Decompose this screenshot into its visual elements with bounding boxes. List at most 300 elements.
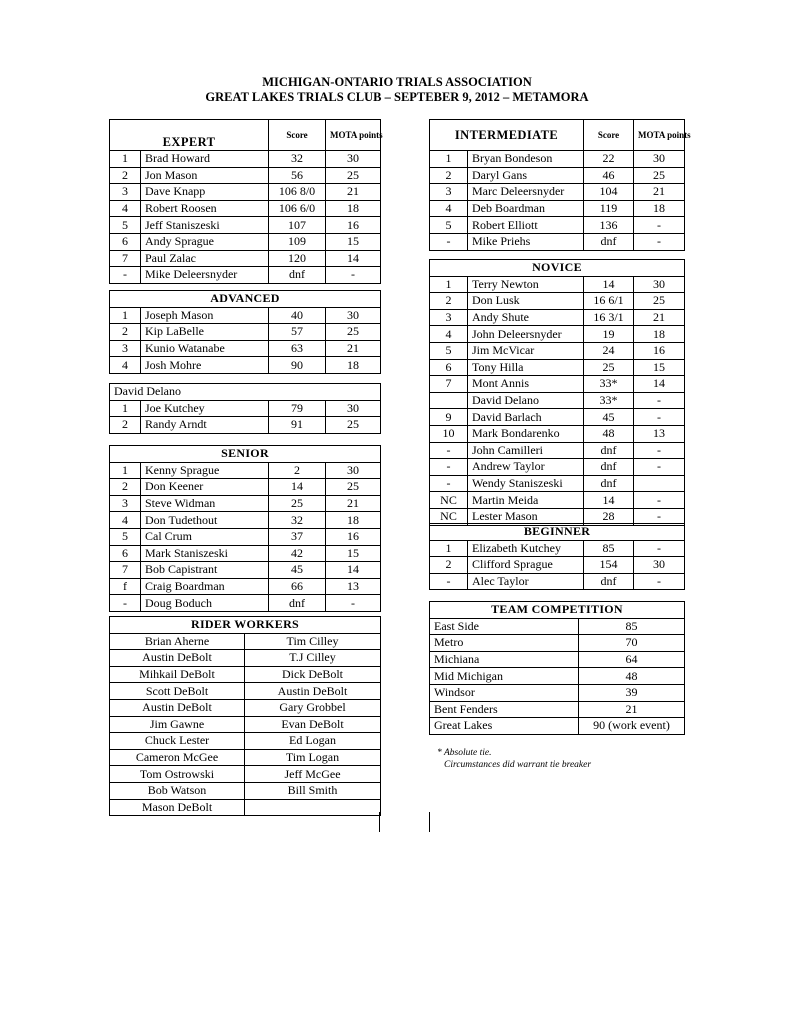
expert-score: 56	[269, 167, 326, 184]
senior-row	[110, 545, 381, 562]
novice-rider-name: Don Lusk	[468, 293, 584, 310]
team-team-score: 90 (work event)	[579, 718, 685, 735]
novice-place: 10	[430, 425, 468, 442]
workers-worker-left: Austin DeBolt	[110, 650, 245, 667]
advanced-rider-name: Joseph Mason	[141, 307, 269, 324]
novice-place: 2	[430, 293, 468, 310]
workers-worker-right: Ed Logan	[245, 733, 381, 750]
senior-mota-points: 16	[326, 528, 381, 545]
novice-rider-name: Terry Newton	[468, 276, 584, 293]
expert-place: -	[110, 267, 141, 284]
intermediate-score: 119	[584, 200, 634, 217]
novice-mota-points: 18	[634, 326, 685, 343]
novice-score: dnf	[584, 475, 634, 492]
advanced-mota-points: 21	[326, 340, 381, 357]
workers-worker-right: T.J Cilley	[245, 650, 381, 667]
intermediate-score-header: Score	[584, 120, 634, 151]
novice-rider-name: Mark Bondarenko	[468, 425, 584, 442]
footnote-tiebreaker: Circumstances did warrant tie breaker	[444, 760, 592, 770]
expert-mota-points: 18	[326, 200, 381, 217]
novice-rider-name: Andrew Taylor	[468, 459, 584, 476]
delano-title: David Delano	[110, 384, 381, 401]
novice-place	[430, 392, 468, 409]
novice-row	[430, 442, 685, 459]
novice-place: 1	[430, 276, 468, 293]
novice-score: 33*	[584, 392, 634, 409]
delano-score: 79	[269, 400, 326, 417]
novice-table	[429, 259, 685, 526]
workers-worker-left: Scott DeBolt	[110, 683, 245, 700]
beginner-rider-name: Elizabeth Kutchey	[468, 540, 584, 557]
workers-worker-left: Mason DeBolt	[110, 799, 245, 816]
advanced-mota-points: 18	[326, 357, 381, 374]
workers-row	[110, 716, 381, 733]
expert-place: 2	[110, 167, 141, 184]
workers-worker-right	[245, 799, 381, 816]
expert-mota-points: 25	[326, 167, 381, 184]
workers-worker-left: Jim Gawne	[110, 716, 245, 733]
expert-mota-header: MOTA points	[326, 120, 381, 151]
beginner-place: 1	[430, 540, 468, 557]
senior-row	[110, 495, 381, 512]
workers-row	[110, 766, 381, 783]
team-team-score: 85	[579, 618, 685, 635]
beginner-table	[429, 523, 685, 590]
workers-row	[110, 782, 381, 799]
novice-rider-name: Andy Shute	[468, 309, 584, 326]
workers-worker-left: Cameron McGee	[110, 749, 245, 766]
senior-place: 2	[110, 479, 141, 496]
expert-rider-name: Jon Mason	[141, 167, 269, 184]
delano-row	[110, 417, 381, 434]
workers-row	[110, 650, 381, 667]
expert-mota-points: 15	[326, 233, 381, 250]
novice-row	[430, 425, 685, 442]
expert-row	[110, 267, 381, 284]
team-team-name: Windsor	[430, 684, 579, 701]
intermediate-score: 46	[584, 167, 634, 184]
senior-score: 25	[269, 495, 326, 512]
expert-rider-name: Robert Roosen	[141, 200, 269, 217]
novice-place: 9	[430, 409, 468, 426]
novice-row	[430, 309, 685, 326]
senior-rider-name: Kenny Sprague	[141, 462, 269, 479]
novice-row	[430, 409, 685, 426]
senior-rider-name: Cal Crum	[141, 528, 269, 545]
senior-rider-name: Craig Boardman	[141, 578, 269, 595]
advanced-table	[109, 290, 381, 374]
expert-row	[110, 167, 381, 184]
workers-worker-left: Mihkail DeBolt	[110, 666, 245, 683]
expert-score: 109	[269, 233, 326, 250]
senior-place: 5	[110, 528, 141, 545]
expert-title: EXPERT	[110, 120, 269, 151]
novice-score: 24	[584, 342, 634, 359]
senior-table	[109, 445, 381, 612]
senior-row	[110, 562, 381, 579]
workers-worker-left: Brian Aherne	[110, 633, 245, 650]
doc-title: MICHIGAN-ONTARIO TRIALS ASSOCIATION	[262, 75, 532, 89]
expert-row	[110, 200, 381, 217]
novice-score: 45	[584, 409, 634, 426]
advanced-score: 57	[269, 324, 326, 341]
novice-place: 6	[430, 359, 468, 376]
beginner-row	[430, 573, 685, 590]
expert-rider-name: Jeff Staniszeski	[141, 217, 269, 234]
expert-row	[110, 184, 381, 201]
team-title: TEAM COMPETITION	[430, 602, 685, 619]
intermediate-place: 5	[430, 217, 468, 234]
team-row	[430, 718, 685, 735]
intermediate-place: 2	[430, 167, 468, 184]
senior-row	[110, 479, 381, 496]
delano-place: 2	[110, 417, 141, 434]
novice-rider-name: David Barlach	[468, 409, 584, 426]
expert-mota-points: 21	[326, 184, 381, 201]
novice-row	[430, 326, 685, 343]
doc-subtitle: GREAT LAKES TRIALS CLUB – SEPTEBER 9, 2012 – METAMORA	[205, 90, 589, 104]
expert-score-header: Score	[269, 120, 326, 151]
senior-score: 2	[269, 462, 326, 479]
intermediate-mota-points: 30	[634, 151, 685, 168]
advanced-row	[110, 307, 381, 324]
expert-rider-name: Brad Howard	[141, 151, 269, 168]
novice-mota-points: -	[634, 492, 685, 509]
beginner-mota-points: -	[634, 573, 685, 590]
intermediate-row	[430, 200, 685, 217]
beginner-row	[430, 540, 685, 557]
expert-score: 106 8/0	[269, 184, 326, 201]
novice-mota-points	[634, 475, 685, 492]
senior-row	[110, 462, 381, 479]
senior-row	[110, 595, 381, 612]
advanced-score: 63	[269, 340, 326, 357]
novice-score: 16 3/1	[584, 309, 634, 326]
intermediate-rider-name: Daryl Gans	[468, 167, 584, 184]
workers-table	[109, 616, 381, 816]
workers-row	[110, 733, 381, 750]
intermediate-row	[430, 151, 685, 168]
expert-mota-points: 30	[326, 151, 381, 168]
senior-score: 66	[269, 578, 326, 595]
beginner-rider-name: Alec Taylor	[468, 573, 584, 590]
workers-title: RIDER WORKERS	[110, 617, 381, 634]
team-row	[430, 635, 685, 652]
novice-score: 16 6/1	[584, 293, 634, 310]
team-row	[430, 701, 685, 718]
intermediate-mota-points: -	[634, 217, 685, 234]
intermediate-score: 136	[584, 217, 634, 234]
novice-mota-points: -	[634, 392, 685, 409]
team-table	[429, 601, 685, 735]
novice-place: NC	[430, 492, 468, 509]
senior-place: 6	[110, 545, 141, 562]
expert-score: 106 6/0	[269, 200, 326, 217]
intermediate-row	[430, 167, 685, 184]
workers-worker-left: Chuck Lester	[110, 733, 245, 750]
team-row	[430, 668, 685, 685]
expert-place: 3	[110, 184, 141, 201]
column-rule-left	[379, 812, 380, 832]
senior-place: 4	[110, 512, 141, 529]
senior-score: 42	[269, 545, 326, 562]
expert-table	[109, 119, 381, 284]
workers-worker-right: Dick DeBolt	[245, 666, 381, 683]
advanced-rider-name: Josh Mohre	[141, 357, 269, 374]
advanced-title: ADVANCED	[110, 291, 381, 308]
expert-rider-name: Andy Sprague	[141, 233, 269, 250]
delano-table	[109, 383, 381, 434]
expert-score: 32	[269, 151, 326, 168]
intermediate-score: dnf	[584, 233, 634, 250]
novice-mota-points: 25	[634, 293, 685, 310]
senior-row	[110, 578, 381, 595]
novice-place: -	[430, 459, 468, 476]
advanced-row	[110, 324, 381, 341]
novice-score: 19	[584, 326, 634, 343]
novice-row	[430, 392, 685, 409]
workers-row	[110, 699, 381, 716]
beginner-mota-points: 30	[634, 557, 685, 574]
expert-rider-name: Paul Zalac	[141, 250, 269, 267]
team-team-score: 39	[579, 684, 685, 701]
column-rule-right	[429, 812, 430, 832]
intermediate-mota-points: 25	[634, 167, 685, 184]
team-team-name: Mid Michigan	[430, 668, 579, 685]
advanced-row	[110, 340, 381, 357]
delano-mota-points: 25	[326, 417, 381, 434]
beginner-score: dnf	[584, 573, 634, 590]
expert-place: 6	[110, 233, 141, 250]
intermediate-place: 4	[430, 200, 468, 217]
senior-mota-points: 14	[326, 562, 381, 579]
novice-score: 48	[584, 425, 634, 442]
advanced-mota-points: 30	[326, 307, 381, 324]
workers-row	[110, 633, 381, 650]
workers-row	[110, 799, 381, 816]
senior-row	[110, 512, 381, 529]
novice-score: 14	[584, 492, 634, 509]
expert-rider-name: Dave Knapp	[141, 184, 269, 201]
senior-score: dnf	[269, 595, 326, 612]
senior-score: 14	[269, 479, 326, 496]
novice-mota-points: 13	[634, 425, 685, 442]
intermediate-rider-name: Robert Elliott	[468, 217, 584, 234]
intermediate-rider-name: Marc Deleersnyder	[468, 184, 584, 201]
senior-score: 37	[269, 528, 326, 545]
expert-row	[110, 233, 381, 250]
novice-row	[430, 293, 685, 310]
workers-row	[110, 749, 381, 766]
delano-rider-name: Joe Kutchey	[141, 400, 269, 417]
intermediate-rider-name: Deb Boardman	[468, 200, 584, 217]
novice-mota-points: 14	[634, 376, 685, 393]
novice-rider-name: Mont Annis	[468, 376, 584, 393]
team-team-name: Great Lakes	[430, 718, 579, 735]
team-team-name: East Side	[430, 618, 579, 635]
novice-place: 5	[430, 342, 468, 359]
senior-place: f	[110, 578, 141, 595]
novice-mota-points: -	[634, 459, 685, 476]
senior-place: 3	[110, 495, 141, 512]
beginner-title: BEGINNER	[430, 524, 685, 541]
intermediate-table	[429, 119, 691, 251]
advanced-mota-points: 25	[326, 324, 381, 341]
intermediate-score: 22	[584, 151, 634, 168]
novice-mota-points: 15	[634, 359, 685, 376]
advanced-score: 40	[269, 307, 326, 324]
advanced-place: 1	[110, 307, 141, 324]
team-team-score: 48	[579, 668, 685, 685]
workers-worker-left: Tom Ostrowski	[110, 766, 245, 783]
expert-mota-points: -	[326, 267, 381, 284]
novice-score: 25	[584, 359, 634, 376]
novice-place: 4	[430, 326, 468, 343]
intermediate-row	[430, 184, 685, 201]
novice-mota-points: -	[634, 508, 685, 525]
senior-mota-points: 13	[326, 578, 381, 595]
senior-rider-name: Steve Widman	[141, 495, 269, 512]
delano-row	[110, 400, 381, 417]
expert-mota-points: 14	[326, 250, 381, 267]
advanced-place: 2	[110, 324, 141, 341]
workers-row	[110, 683, 381, 700]
intermediate-mota-points: 21	[634, 184, 685, 201]
expert-place: 7	[110, 250, 141, 267]
novice-rider-name: Lester Mason	[468, 508, 584, 525]
beginner-score: 85	[584, 540, 634, 557]
novice-score: dnf	[584, 442, 634, 459]
senior-place: 7	[110, 562, 141, 579]
senior-score: 45	[269, 562, 326, 579]
novice-rider-name: Tony Hilla	[468, 359, 584, 376]
beginner-row	[430, 557, 685, 574]
senior-rider-name: Doug Boduch	[141, 595, 269, 612]
advanced-rider-name: Kip LaBelle	[141, 324, 269, 341]
senior-row	[110, 528, 381, 545]
novice-rider-name: John Camilleri	[468, 442, 584, 459]
senior-place: 1	[110, 462, 141, 479]
intermediate-mota-points: -	[634, 233, 685, 250]
intermediate-place: 1	[430, 151, 468, 168]
workers-worker-right: Gary Grobbel	[245, 699, 381, 716]
intermediate-rider-name: Bryan Bondeson	[468, 151, 584, 168]
senior-title: SENIOR	[110, 446, 381, 463]
novice-place: -	[430, 442, 468, 459]
expert-place: 1	[110, 151, 141, 168]
expert-score: 107	[269, 217, 326, 234]
novice-title: NOVICE	[430, 260, 685, 277]
novice-place: 7	[430, 376, 468, 393]
senior-rider-name: Don Keener	[141, 479, 269, 496]
advanced-row	[110, 357, 381, 374]
senior-rider-name: Bob Capistrant	[141, 562, 269, 579]
senior-mota-points: -	[326, 595, 381, 612]
intermediate-row	[430, 217, 685, 234]
novice-row	[430, 492, 685, 509]
senior-score: 32	[269, 512, 326, 529]
novice-mota-points: -	[634, 409, 685, 426]
novice-place: 3	[430, 309, 468, 326]
advanced-place: 4	[110, 357, 141, 374]
intermediate-mota-header: MOTA points	[634, 120, 685, 151]
novice-rider-name: Wendy Staniszeski	[468, 475, 584, 492]
novice-rider-name: Martin Meida	[468, 492, 584, 509]
workers-worker-left: Austin DeBolt	[110, 699, 245, 716]
advanced-score: 90	[269, 357, 326, 374]
footnote-tie: * Absolute tie.	[437, 748, 492, 758]
team-row	[430, 651, 685, 668]
novice-row	[430, 276, 685, 293]
novice-rider-name: Jim McVicar	[468, 342, 584, 359]
intermediate-place: -	[430, 233, 468, 250]
workers-worker-left: Bob Watson	[110, 782, 245, 799]
workers-worker-right: Tim Logan	[245, 749, 381, 766]
novice-row	[430, 359, 685, 376]
beginner-score: 154	[584, 557, 634, 574]
expert-place: 4	[110, 200, 141, 217]
senior-rider-name: Mark Staniszeski	[141, 545, 269, 562]
workers-row	[110, 666, 381, 683]
beginner-place: 2	[430, 557, 468, 574]
expert-mota-points: 16	[326, 217, 381, 234]
novice-row	[430, 342, 685, 359]
intermediate-place: 3	[430, 184, 468, 201]
delano-mota-points: 30	[326, 400, 381, 417]
workers-worker-right: Austin DeBolt	[245, 683, 381, 700]
team-team-name: Michiana	[430, 651, 579, 668]
novice-place: NC	[430, 508, 468, 525]
delano-place: 1	[110, 400, 141, 417]
novice-score: 28	[584, 508, 634, 525]
novice-mota-points: 30	[634, 276, 685, 293]
expert-score: dnf	[269, 267, 326, 284]
intermediate-title: INTERMEDIATE	[430, 120, 584, 151]
senior-mota-points: 15	[326, 545, 381, 562]
novice-mota-points: 16	[634, 342, 685, 359]
team-team-name: Metro	[430, 635, 579, 652]
novice-place: -	[430, 475, 468, 492]
team-team-score: 21	[579, 701, 685, 718]
senior-mota-points: 18	[326, 512, 381, 529]
advanced-rider-name: Kunio Watanabe	[141, 340, 269, 357]
novice-score: dnf	[584, 459, 634, 476]
novice-row	[430, 459, 685, 476]
novice-score: 14	[584, 276, 634, 293]
senior-mota-points: 21	[326, 495, 381, 512]
expert-place: 5	[110, 217, 141, 234]
beginner-mota-points: -	[634, 540, 685, 557]
workers-worker-right: Jeff McGee	[245, 766, 381, 783]
expert-score: 120	[269, 250, 326, 267]
advanced-place: 3	[110, 340, 141, 357]
beginner-place: -	[430, 573, 468, 590]
team-team-score: 64	[579, 651, 685, 668]
delano-rider-name: Randy Arndt	[141, 417, 269, 434]
senior-mota-points: 30	[326, 462, 381, 479]
team-team-name: Bent Fenders	[430, 701, 579, 718]
novice-rider-name: John Deleersnyder	[468, 326, 584, 343]
novice-mota-points: 21	[634, 309, 685, 326]
team-row	[430, 618, 685, 635]
intermediate-row	[430, 233, 685, 250]
workers-worker-right: Bill Smith	[245, 782, 381, 799]
expert-rider-name: Mike Deleersnyder	[141, 267, 269, 284]
workers-worker-right: Evan DeBolt	[245, 716, 381, 733]
intermediate-mota-points: 18	[634, 200, 685, 217]
expert-row	[110, 250, 381, 267]
novice-row	[430, 376, 685, 393]
